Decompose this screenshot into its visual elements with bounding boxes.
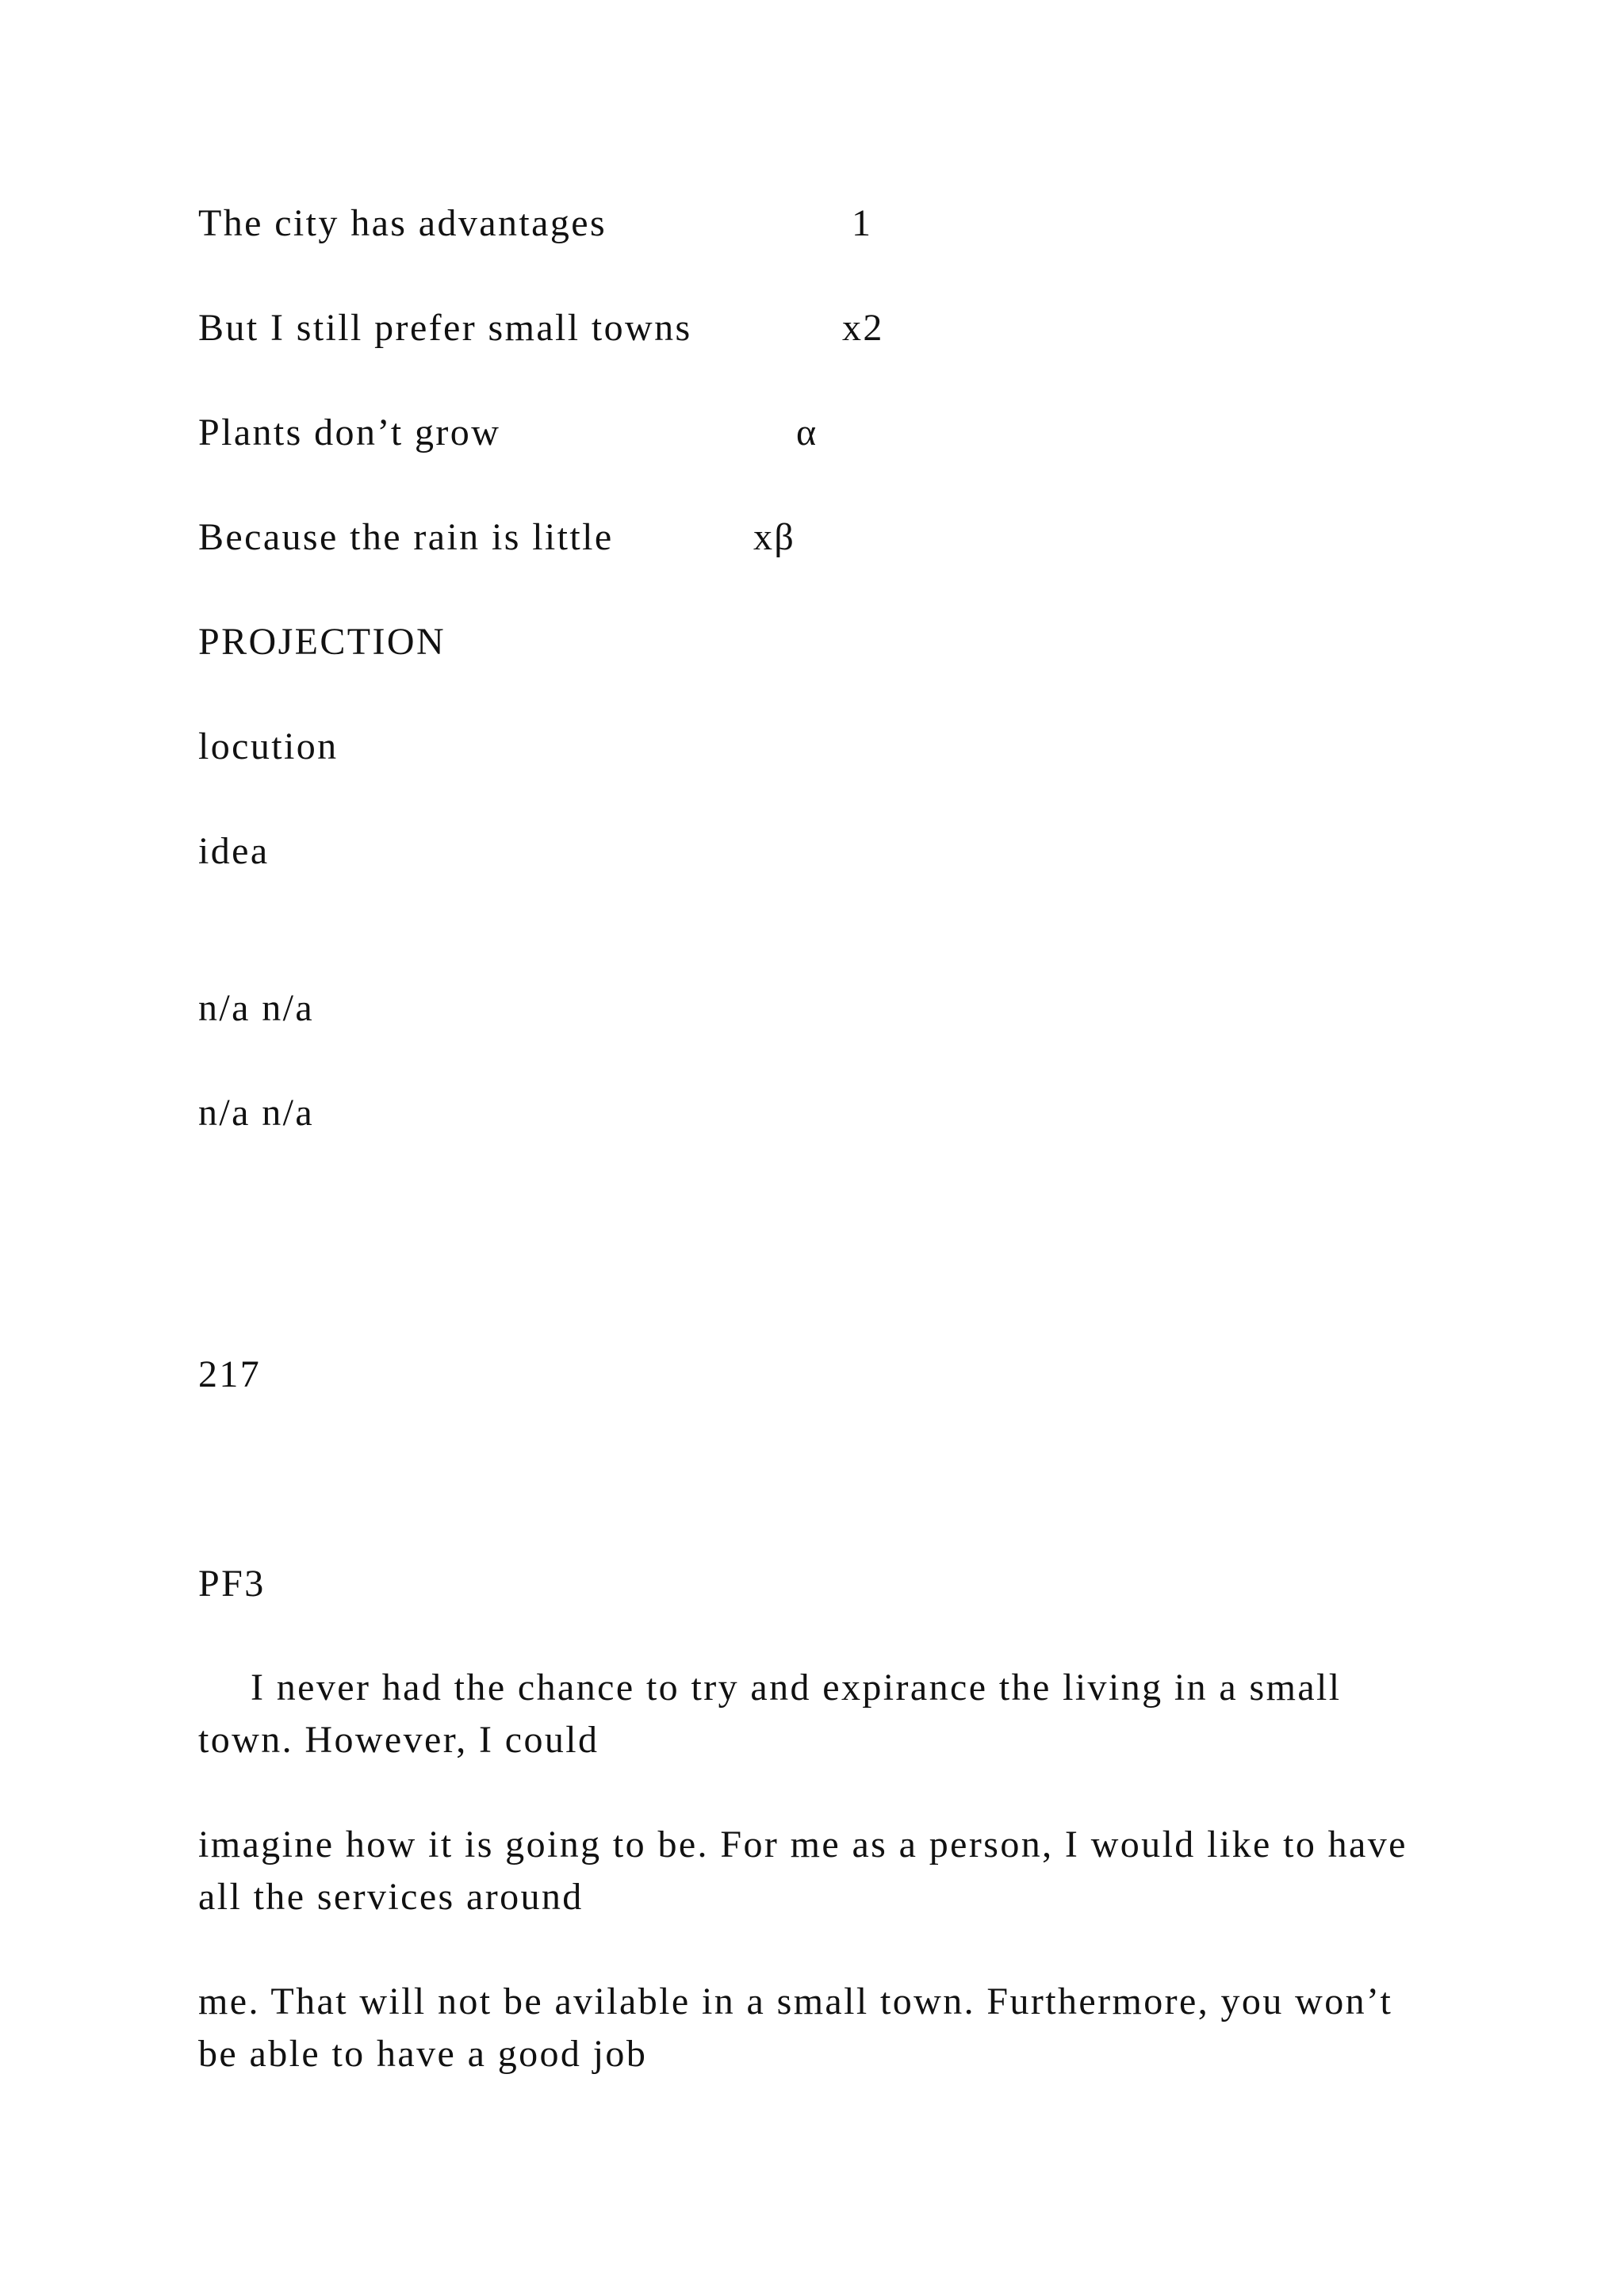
idea-label: idea (198, 830, 270, 872)
section-code: PF3 (198, 1563, 266, 1605)
page-number: 217 (198, 1353, 262, 1395)
clause-tag-2: x2 (842, 307, 884, 349)
locution-label: locution (198, 725, 339, 767)
paragraph-3 (198, 1976, 1435, 2080)
clause-tag-3: α (796, 411, 818, 453)
paragraph-2 (198, 1819, 1435, 1923)
paragraph-2-text: imagine how it is going to be. For me as a person, I would like to have all the services around (198, 1823, 1408, 1918)
na-row-1: n/a n/a (198, 987, 315, 1029)
clause-text-2: But I still prefer small towns (198, 307, 692, 349)
paragraph-1-text: I never had the chance to try and expirance the living in a small town. However, I could (198, 1667, 1342, 1761)
projection-heading: PROJECTION (198, 621, 446, 663)
clause-text-3: Plants don’t grow (198, 411, 501, 453)
clause-text-1: The city has advantages (198, 202, 607, 244)
clause-tag-1: 1 (852, 202, 873, 244)
clause-tag-4: xβ (753, 516, 796, 558)
na-row-2: n/a n/a (198, 1092, 315, 1134)
paragraph-1 (198, 1662, 1435, 1766)
clause-text-4: Because the rain is little (198, 516, 614, 558)
paragraph-3-text: me. That will not be avilable in a small town. Furthermore, you won’t be able to have a good job (198, 1980, 1393, 2075)
